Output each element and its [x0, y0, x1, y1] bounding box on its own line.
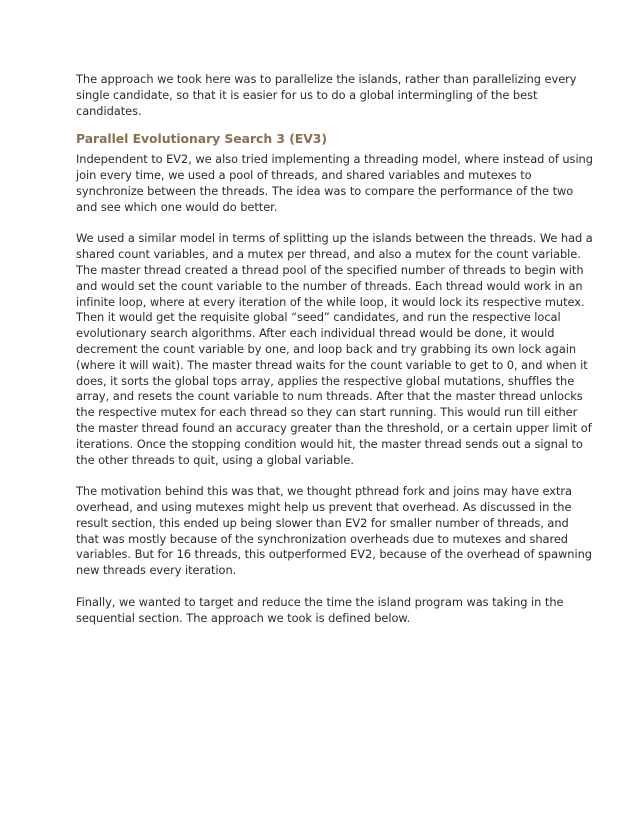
document-body [76, 72, 594, 642]
paragraph-sequential-section: Finally, we wanted to target and reduce the time the island program was taking in the sequential section. The approach we took is defined below. [76, 594, 564, 625]
intro-paragraph: The approach we took here was to parallelize the islands, rather than parallelizing every single candidate, so that it is easier for us to do a global intermingling of the best candidates. [76, 72, 577, 118]
paragraph-ev3-motivation: The motivation behind this was that, we thought pthread fork and joins may have extra overhead, and using mutexes might help us prevent that overhead. As discussed in the result section, this ended up being slower than EV2 for smaller number of threads, and that was mostly because of the synchronization overheads due to mutexes and shared variables. But for 16 threads, this outperformed EV2, because of the overhead of spawning new threads every iteration. [76, 484, 592, 578]
paragraph-ev3-overview: Independent to EV2, we also tried implementing a threading model, where instead of using join every time, we used a pool of threads, and shared variables and mutexes to synchronize between the threads. The idea was to compare the performance of the two and see which one would do better. [76, 152, 593, 214]
paragraph-ev3-model: We used a similar model in terms of splitting up the islands between the threads. We had a shared count variables, and a mutex per thread, and also a mutex for the count variable. The master thread created a thread pool of the specified number of threads to begin with and would set the count variable to the number of threads. Each thread would work in an infinite loop, where at every iteration of the while loop, it would lock its respective mutex. Then it would get the requisite global “seed” candidates, and run the respective local evolutionary search algorithms. After each individual thread would be done, it would decrement the count variable by one, and loop back and try grabbing its own lock again (where it will wait). The master thread waits for the count variable to get to 0, and when it does, it sorts the global tops array, applies the respective global mutations, shuffles the array, and resets the count variable to num threads. After that the master thread unlocks the respective mutex for each thread so they can start running. This would run till either the master thread found an accuracy greater than the threshold, or a certain upper limit of iterations. Once the stopping condition would hit, the master thread sends out a signal to the other threads to quit, using a global variable. [76, 231, 593, 467]
section-heading-ev3: Parallel Evolutionary Search 3 (EV3) [76, 131, 327, 147]
